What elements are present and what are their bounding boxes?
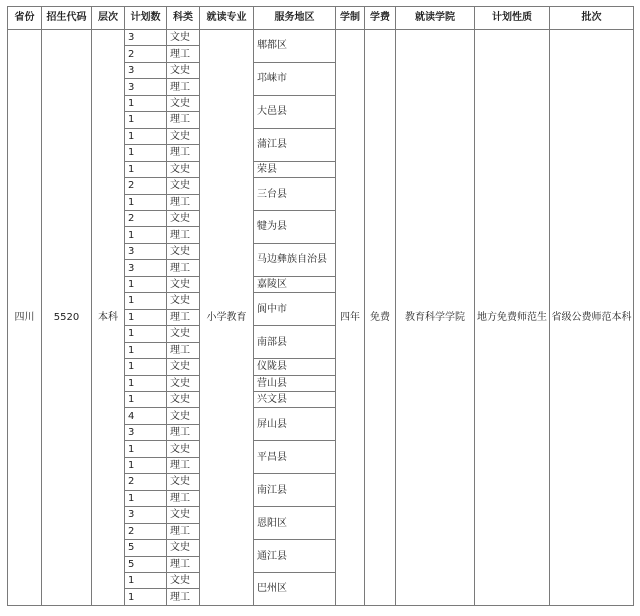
plan-count-cell: 1: [125, 441, 167, 457]
header-level: 层次: [92, 7, 125, 30]
header-region: 服务地区: [254, 7, 336, 30]
subject-cell: 理工: [167, 309, 200, 325]
subject-cell: 文史: [167, 276, 200, 292]
plan-count-cell: 1: [125, 227, 167, 243]
subject-cell: 文史: [167, 95, 200, 111]
plan-count-cell: 2: [125, 474, 167, 490]
province-cell: 四川: [8, 30, 42, 606]
subject-cell: 理工: [167, 145, 200, 161]
subject-cell: 文史: [167, 572, 200, 588]
region-cell: 通江县: [254, 540, 336, 573]
header-province: 省份: [8, 7, 42, 30]
plan-count-cell: 1: [125, 342, 167, 358]
plan-count-cell: 4: [125, 408, 167, 424]
subject-cell: 理工: [167, 342, 200, 358]
plan-count-cell: 2: [125, 210, 167, 226]
region-cell: 犍为县: [254, 210, 336, 243]
subject-cell: 理工: [167, 46, 200, 62]
subject-cell: 理工: [167, 112, 200, 128]
plan-count-cell: 1: [125, 95, 167, 111]
header-batch: 批次: [550, 7, 634, 30]
plan-count-cell: 5: [125, 556, 167, 572]
subject-cell: 文史: [167, 507, 200, 523]
subject-cell: 文史: [167, 540, 200, 556]
region-cell: 巴州区: [254, 572, 336, 605]
plan-count-cell: 3: [125, 79, 167, 95]
plan-count-cell: 1: [125, 589, 167, 606]
plan-count-cell: 1: [125, 145, 167, 161]
plan-count-cell: 1: [125, 572, 167, 588]
subject-cell: 文史: [167, 62, 200, 78]
duration-cell: 四年: [336, 30, 365, 606]
plan-count-cell: 1: [125, 309, 167, 325]
plan-count-cell: 3: [125, 424, 167, 440]
plan-count-cell: 5: [125, 540, 167, 556]
header-subject: 科类: [167, 7, 200, 30]
region-cell: 大邑县: [254, 95, 336, 128]
plan-count-cell: 3: [125, 243, 167, 259]
region-cell: 邛崃市: [254, 62, 336, 95]
plan-count-cell: 1: [125, 194, 167, 210]
plan-count-cell: 1: [125, 161, 167, 177]
header-code: 招生代码: [42, 7, 92, 30]
subject-cell: 文史: [167, 326, 200, 342]
region-cell: 仪陇县: [254, 359, 336, 375]
subject-cell: 文史: [167, 161, 200, 177]
enrollment-plan-table: [7, 6, 634, 606]
region-cell: 嘉陵区: [254, 276, 336, 292]
plan-count-cell: 1: [125, 276, 167, 292]
subject-cell: 理工: [167, 424, 200, 440]
nature-cell: 地方免费师范生: [475, 30, 550, 606]
plan-count-cell: 3: [125, 260, 167, 276]
plan-count-cell: 1: [125, 112, 167, 128]
plan-count-cell: 3: [125, 30, 167, 46]
region-cell: 郫都区: [254, 30, 336, 63]
subject-cell: 文史: [167, 408, 200, 424]
plan-count-cell: 2: [125, 178, 167, 194]
region-cell: 南江县: [254, 474, 336, 507]
subject-cell: 理工: [167, 457, 200, 473]
region-cell: 三台县: [254, 178, 336, 211]
region-cell: 荣县: [254, 161, 336, 177]
region-cell: 阆中市: [254, 293, 336, 326]
plan-count-cell: 1: [125, 391, 167, 407]
plan-count-cell: 1: [125, 359, 167, 375]
plan-count-cell: 1: [125, 490, 167, 506]
subject-cell: 理工: [167, 523, 200, 539]
subject-cell: 文史: [167, 391, 200, 407]
header-row: [8, 7, 634, 30]
level-cell: 本科: [92, 30, 125, 606]
header-count: 计划数: [125, 7, 167, 30]
subject-cell: 文史: [167, 359, 200, 375]
plan-count-cell: 1: [125, 128, 167, 144]
subject-cell: 文史: [167, 178, 200, 194]
region-cell: 马边彝族自治县: [254, 243, 336, 276]
header-college: 就读学院: [396, 7, 475, 30]
header-duration: 学制: [336, 7, 365, 30]
college-cell: 教育科学学院: [396, 30, 475, 606]
tuition-cell: 免费: [365, 30, 396, 606]
plan-count-cell: 1: [125, 457, 167, 473]
subject-cell: 理工: [167, 194, 200, 210]
plan-count-cell: 3: [125, 507, 167, 523]
region-cell: 兴文县: [254, 391, 336, 407]
region-cell: 屏山县: [254, 408, 336, 441]
header-nature: 计划性质: [475, 7, 550, 30]
plan-count-cell: 1: [125, 375, 167, 391]
header-tuition: 学费: [365, 7, 396, 30]
subject-cell: 理工: [167, 260, 200, 276]
subject-cell: 理工: [167, 556, 200, 572]
major-cell: 小学教育: [200, 30, 254, 606]
plan-count-cell: 1: [125, 326, 167, 342]
header-major: 就读专业: [200, 7, 254, 30]
subject-cell: 文史: [167, 243, 200, 259]
plan-count-cell: 2: [125, 46, 167, 62]
code-cell: 5520: [42, 30, 92, 606]
subject-cell: 文史: [167, 128, 200, 144]
region-cell: 平昌县: [254, 441, 336, 474]
region-cell: 蒲江县: [254, 128, 336, 161]
plan-count-cell: 1: [125, 293, 167, 309]
subject-cell: 文史: [167, 210, 200, 226]
subject-cell: 文史: [167, 375, 200, 391]
table-row: [8, 30, 634, 46]
plan-count-cell: 2: [125, 523, 167, 539]
subject-cell: 理工: [167, 589, 200, 606]
region-cell: 南部县: [254, 326, 336, 359]
subject-cell: 文史: [167, 474, 200, 490]
region-cell: 恩阳区: [254, 507, 336, 540]
subject-cell: 文史: [167, 30, 200, 46]
subject-cell: 理工: [167, 79, 200, 95]
subject-cell: 文史: [167, 293, 200, 309]
subject-cell: 理工: [167, 490, 200, 506]
table-body: [8, 30, 634, 606]
plan-count-cell: 3: [125, 62, 167, 78]
subject-cell: 理工: [167, 227, 200, 243]
region-cell: 营山县: [254, 375, 336, 391]
subject-cell: 文史: [167, 441, 200, 457]
batch-cell: 省级公费师范本科: [550, 30, 634, 606]
